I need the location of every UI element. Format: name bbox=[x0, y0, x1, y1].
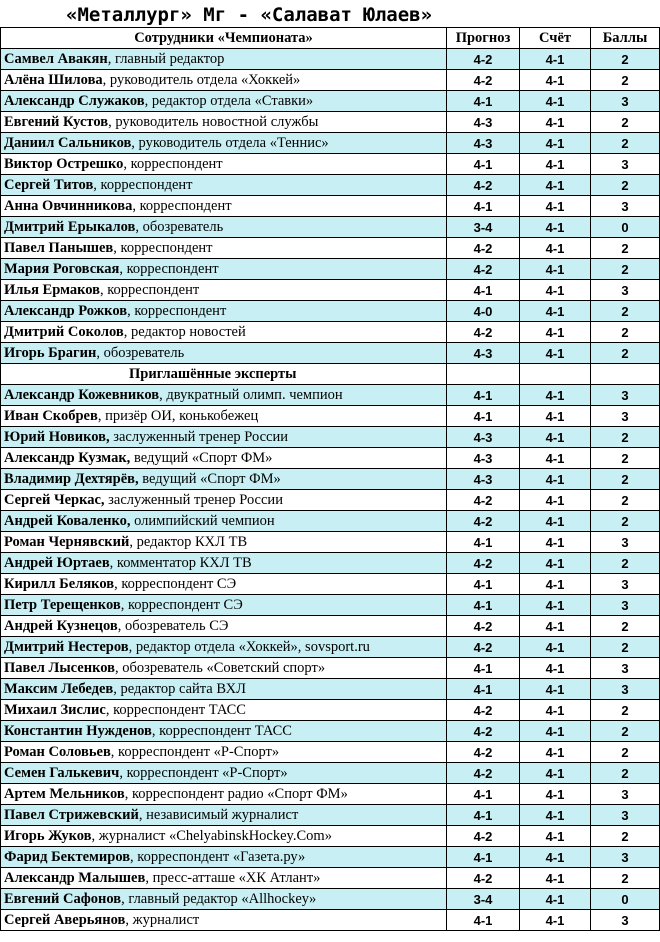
points-cell: 2 bbox=[591, 133, 660, 154]
participant-role: , руководитель отдела «Теннис» bbox=[131, 134, 329, 151]
participant-cell bbox=[1, 826, 447, 847]
points-cell: 2 bbox=[591, 343, 660, 364]
score-cell: 4-1 bbox=[520, 700, 591, 721]
table-header-row bbox=[1, 28, 660, 49]
participant-role: , корреспондент bbox=[132, 197, 232, 214]
points-cell: 2 bbox=[591, 448, 660, 469]
forecast-cell: 4-2 bbox=[447, 322, 520, 343]
participant-role: , руководитель отдела «Хоккей» bbox=[102, 71, 301, 88]
score-cell: 4-1 bbox=[520, 154, 591, 175]
score-cell: 4-1 bbox=[520, 868, 591, 889]
forecast-cell: 4-3 bbox=[447, 112, 520, 133]
match-title: «Металлург» Мг - «Салават Юлаев» bbox=[66, 4, 433, 26]
participant-name: Виктор Острешко bbox=[4, 155, 124, 172]
forecast-cell: 4-3 bbox=[447, 427, 520, 448]
table-row bbox=[1, 532, 660, 553]
participant-role: , корреспондент «Газета.ру» bbox=[130, 848, 306, 865]
score-cell: 4-1 bbox=[520, 742, 591, 763]
participant-cell bbox=[1, 70, 447, 91]
participant-role: , обозреватель СЭ bbox=[117, 617, 229, 634]
points-cell: 3 bbox=[591, 805, 660, 826]
points-cell: 2 bbox=[591, 553, 660, 574]
score-cell: 4-1 bbox=[520, 679, 591, 700]
points-cell: 3 bbox=[591, 154, 660, 175]
table-row bbox=[1, 679, 660, 700]
score-cell: 4-1 bbox=[520, 343, 591, 364]
table-row bbox=[1, 427, 660, 448]
participant-role: , главный редактор bbox=[107, 50, 225, 67]
points-cell: 3 bbox=[591, 280, 660, 301]
participant-role: , корреспондент «Р-Спорт» bbox=[119, 764, 288, 781]
forecast-cell: 4-2 bbox=[447, 511, 520, 532]
empty-cell bbox=[520, 364, 591, 385]
participant-cell bbox=[1, 133, 447, 154]
score-cell: 4-1 bbox=[520, 805, 591, 826]
participant-cell bbox=[1, 595, 447, 616]
participant-name: Михаил Зислис bbox=[4, 701, 106, 718]
points-cell: 3 bbox=[591, 532, 660, 553]
participant-role: , главный редактор «Allhockey» bbox=[121, 890, 317, 907]
score-cell: 4-1 bbox=[520, 910, 591, 931]
participant-cell bbox=[1, 280, 447, 301]
participant-role: , пресс-атташе «ХК Атлант» bbox=[145, 869, 321, 886]
participant-role: , призёр ОИ, конькобежец bbox=[97, 407, 259, 424]
participant-name: Роман Чернявский bbox=[4, 533, 130, 550]
participant-name: Мария Роговская bbox=[4, 260, 120, 277]
forecast-cell: 4-1 bbox=[447, 679, 520, 700]
points-cell: 2 bbox=[591, 868, 660, 889]
participant-cell bbox=[1, 427, 447, 448]
table-row bbox=[1, 847, 660, 868]
table-row bbox=[1, 238, 660, 259]
points-cell: 2 bbox=[591, 112, 660, 133]
participant-role: , корреспондент радио «Спорт ФМ» bbox=[124, 785, 348, 802]
participant-role: олимпийский чемпион bbox=[130, 512, 275, 529]
table-row bbox=[1, 700, 660, 721]
forecast-cell: 4-2 bbox=[447, 490, 520, 511]
forecast-cell: 4-2 bbox=[447, 259, 520, 280]
participant-cell bbox=[1, 490, 447, 511]
score-cell: 4-1 bbox=[520, 406, 591, 427]
score-cell: 4-1 bbox=[520, 301, 591, 322]
forecast-cell: 4-2 bbox=[447, 826, 520, 847]
points-cell: 2 bbox=[591, 175, 660, 196]
participant-name: Александр Рожков bbox=[4, 302, 128, 319]
score-cell: 4-1 bbox=[520, 616, 591, 637]
participant-role: , редактор новостей bbox=[123, 323, 246, 340]
participant-role: ведущий «Спорт ФМ» bbox=[138, 470, 281, 487]
points-cell: 2 bbox=[591, 637, 660, 658]
forecast-cell: 4-2 bbox=[447, 70, 520, 91]
participant-role: , корреспондент bbox=[127, 302, 227, 319]
forecast-cell: 4-3 bbox=[447, 343, 520, 364]
participant-cell bbox=[1, 532, 447, 553]
participant-cell bbox=[1, 469, 447, 490]
participant-cell bbox=[1, 847, 447, 868]
table-row bbox=[1, 196, 660, 217]
participant-name: Фарид Бектемиров bbox=[4, 848, 131, 865]
participant-name: Сергей Титов bbox=[4, 176, 94, 193]
score-cell: 4-1 bbox=[520, 448, 591, 469]
forecast-cell: 4-2 bbox=[447, 868, 520, 889]
table-row bbox=[1, 175, 660, 196]
points-cell: 2 bbox=[591, 490, 660, 511]
participant-cell bbox=[1, 658, 447, 679]
points-cell: 2 bbox=[591, 259, 660, 280]
score-cell: 4-1 bbox=[520, 385, 591, 406]
participant-cell bbox=[1, 763, 447, 784]
participant-role: , редактор КХЛ ТВ bbox=[129, 533, 248, 550]
participant-cell bbox=[1, 742, 447, 763]
participant-role: заслуженный тренер России bbox=[104, 491, 283, 508]
participant-role: заслуженный тренер России bbox=[109, 428, 288, 445]
participant-role: , редактор отдела «Хоккей», sovsport.ru bbox=[128, 638, 370, 655]
forecast-cell: 4-1 bbox=[447, 595, 520, 616]
participant-cell bbox=[1, 616, 447, 637]
table-row bbox=[1, 742, 660, 763]
participant-name: Даниил Сальников bbox=[4, 134, 132, 151]
forecast-cell: 4-2 bbox=[447, 763, 520, 784]
score-cell: 4-1 bbox=[520, 238, 591, 259]
participant-role: , руководитель новостной службы bbox=[108, 113, 319, 130]
points-cell: 2 bbox=[591, 721, 660, 742]
score-cell: 4-1 bbox=[520, 175, 591, 196]
participant-role: , комментатор КХЛ ТВ bbox=[109, 554, 252, 571]
participant-role: , корреспондент «Р-Спорт» bbox=[110, 743, 280, 760]
table-row bbox=[1, 469, 660, 490]
points-cell: 2 bbox=[591, 700, 660, 721]
participant-name: Илья Ермаков bbox=[4, 281, 100, 298]
score-cell: 4-1 bbox=[520, 91, 591, 112]
forecast-cell: 4-2 bbox=[447, 616, 520, 637]
score-cell: 4-1 bbox=[520, 70, 591, 91]
table-row bbox=[1, 490, 660, 511]
points-cell: 2 bbox=[591, 742, 660, 763]
participant-cell bbox=[1, 553, 447, 574]
participant-name: Кирилл Беляков bbox=[4, 575, 115, 592]
table-row bbox=[1, 448, 660, 469]
points-cell: 3 bbox=[591, 910, 660, 931]
points-cell: 2 bbox=[591, 511, 660, 532]
participant-name: Самвел Авакян bbox=[4, 50, 108, 67]
participant-role: , корреспондент ТАСС bbox=[105, 701, 246, 718]
forecast-cell: 4-2 bbox=[447, 553, 520, 574]
score-cell: 4-1 bbox=[520, 889, 591, 910]
table-row bbox=[1, 91, 660, 112]
table-row bbox=[1, 826, 660, 847]
forecast-cell: 4-1 bbox=[447, 847, 520, 868]
participant-cell bbox=[1, 868, 447, 889]
score-cell: 4-1 bbox=[520, 511, 591, 532]
table-row bbox=[1, 763, 660, 784]
participant-cell bbox=[1, 784, 447, 805]
forecast-cell: 4-1 bbox=[447, 574, 520, 595]
points-cell: 3 bbox=[591, 679, 660, 700]
participant-name: Андрей Коваленко, bbox=[4, 512, 131, 529]
empty-cell bbox=[591, 364, 660, 385]
table-row bbox=[1, 154, 660, 175]
participant-name: Павел Стрижевский bbox=[4, 806, 139, 823]
participant-name: Андрей Кузнецов bbox=[4, 617, 118, 634]
participant-name: Павел Панышев bbox=[4, 239, 114, 256]
score-cell: 4-1 bbox=[520, 532, 591, 553]
header-forecast: Прогноз bbox=[447, 28, 520, 49]
header-points: Баллы bbox=[591, 28, 660, 49]
participant-cell bbox=[1, 637, 447, 658]
forecast-cell: 4-2 bbox=[447, 742, 520, 763]
score-cell: 4-1 bbox=[520, 553, 591, 574]
score-cell: 4-1 bbox=[520, 133, 591, 154]
participant-cell bbox=[1, 889, 447, 910]
forecast-cell: 4-1 bbox=[447, 658, 520, 679]
score-cell: 4-1 bbox=[520, 196, 591, 217]
table-row bbox=[1, 112, 660, 133]
forecast-cell: 4-2 bbox=[447, 238, 520, 259]
participant-cell bbox=[1, 574, 447, 595]
score-cell: 4-1 bbox=[520, 49, 591, 70]
participant-name: Алёна Шилова bbox=[4, 71, 103, 88]
forecast-cell: 4-1 bbox=[447, 385, 520, 406]
participant-name: Юрий Новиков, bbox=[4, 428, 110, 445]
participant-cell bbox=[1, 679, 447, 700]
forecast-cell: 4-1 bbox=[447, 91, 520, 112]
participant-name: Сергей Черкас, bbox=[4, 491, 105, 508]
score-cell: 4-1 bbox=[520, 217, 591, 238]
table-row bbox=[1, 889, 660, 910]
table-row bbox=[1, 868, 660, 889]
participant-name: Игорь Жуков bbox=[4, 827, 92, 844]
participant-name: Константин Нужденов bbox=[4, 722, 152, 739]
participant-name: Александр Кожевников bbox=[4, 386, 160, 403]
participant-name: Дмитрий Ерыкалов bbox=[4, 218, 136, 235]
table-row bbox=[1, 217, 660, 238]
header-score: Счёт bbox=[520, 28, 591, 49]
participant-name: Владимир Дехтярёв, bbox=[4, 470, 139, 487]
participant-role: , двукратный олимп. чемпион bbox=[159, 386, 343, 403]
forecast-cell: 4-1 bbox=[447, 784, 520, 805]
table-row bbox=[1, 910, 660, 931]
table-row bbox=[1, 784, 660, 805]
forecast-cell: 4-1 bbox=[447, 910, 520, 931]
points-cell: 2 bbox=[591, 322, 660, 343]
points-cell: 2 bbox=[591, 469, 660, 490]
participant-role: , корреспондент bbox=[119, 260, 219, 277]
points-cell: 3 bbox=[591, 658, 660, 679]
forecast-cell: 4-3 bbox=[447, 448, 520, 469]
participant-name: Семен Галькевич bbox=[4, 764, 120, 781]
score-cell: 4-1 bbox=[520, 322, 591, 343]
table-row bbox=[1, 322, 660, 343]
participant-name: Артем Мельников bbox=[4, 785, 125, 802]
participant-role: , редактор сайта ВХЛ bbox=[113, 680, 246, 697]
participant-name: Андрей Юртаев bbox=[4, 554, 110, 571]
participant-name: Петр Терещенков bbox=[4, 596, 121, 613]
participant-role: , корреспондент СЭ bbox=[120, 596, 243, 613]
points-cell: 2 bbox=[591, 427, 660, 448]
score-cell: 4-1 bbox=[520, 784, 591, 805]
participant-role: , корреспондент bbox=[93, 176, 193, 193]
table-row bbox=[1, 595, 660, 616]
participant-cell bbox=[1, 49, 447, 70]
score-cell: 4-1 bbox=[520, 595, 591, 616]
score-cell: 4-1 bbox=[520, 427, 591, 448]
participant-role: , обозреватель bbox=[96, 344, 185, 361]
points-cell: 2 bbox=[591, 826, 660, 847]
forecast-cell: 4-1 bbox=[447, 532, 520, 553]
forecast-cell: 4-2 bbox=[447, 175, 520, 196]
points-cell: 2 bbox=[591, 616, 660, 637]
score-cell: 4-1 bbox=[520, 721, 591, 742]
participant-cell bbox=[1, 91, 447, 112]
table-row bbox=[1, 637, 660, 658]
points-cell: 2 bbox=[591, 238, 660, 259]
participant-name: Роман Соловьев bbox=[4, 743, 111, 760]
points-cell: 2 bbox=[591, 763, 660, 784]
header-staff: Сотрудники «Чемпионата» bbox=[1, 28, 447, 49]
participant-cell bbox=[1, 448, 447, 469]
table-row bbox=[1, 343, 660, 364]
participant-name: Павел Лысенков bbox=[4, 659, 115, 676]
participant-cell bbox=[1, 238, 447, 259]
participant-cell bbox=[1, 175, 447, 196]
participant-cell bbox=[1, 301, 447, 322]
points-cell: 2 bbox=[591, 49, 660, 70]
participant-cell bbox=[1, 721, 447, 742]
participant-name: Максим Лебедев bbox=[4, 680, 114, 697]
points-cell: 3 bbox=[591, 595, 660, 616]
participant-name: Анна Овчинникова bbox=[4, 197, 133, 214]
participant-cell bbox=[1, 385, 447, 406]
table-row bbox=[1, 553, 660, 574]
table-row bbox=[1, 721, 660, 742]
table-row bbox=[1, 658, 660, 679]
points-cell: 2 bbox=[591, 301, 660, 322]
points-cell: 0 bbox=[591, 217, 660, 238]
table-row bbox=[1, 385, 660, 406]
points-cell: 3 bbox=[591, 784, 660, 805]
table-row bbox=[1, 616, 660, 637]
participant-cell bbox=[1, 196, 447, 217]
points-cell: 3 bbox=[591, 406, 660, 427]
experts-section-row bbox=[1, 364, 660, 385]
participant-name: Иван Скобрев bbox=[4, 407, 98, 424]
participant-role: , корреспондент bbox=[123, 155, 223, 172]
score-cell: 4-1 bbox=[520, 112, 591, 133]
participant-role: , обозреватель bbox=[135, 218, 224, 235]
participant-role: , корреспондент ТАСС bbox=[151, 722, 292, 739]
participant-name: Александр Малышев bbox=[4, 869, 146, 886]
points-cell: 0 bbox=[591, 889, 660, 910]
participant-cell bbox=[1, 154, 447, 175]
participant-role: , независимый журналист bbox=[138, 806, 299, 823]
forecast-cell: 4-2 bbox=[447, 721, 520, 742]
participant-cell bbox=[1, 511, 447, 532]
forecast-cell: 4-0 bbox=[447, 301, 520, 322]
participant-cell bbox=[1, 112, 447, 133]
participant-cell bbox=[1, 343, 447, 364]
score-cell: 4-1 bbox=[520, 280, 591, 301]
table-row bbox=[1, 805, 660, 826]
points-cell: 3 bbox=[591, 574, 660, 595]
score-cell: 4-1 bbox=[520, 469, 591, 490]
participant-role: , обозреватель «Советский спорт» bbox=[114, 659, 326, 676]
score-cell: 4-1 bbox=[520, 658, 591, 679]
table-row bbox=[1, 301, 660, 322]
forecast-cell: 4-3 bbox=[447, 469, 520, 490]
forecast-cell: 4-3 bbox=[447, 133, 520, 154]
participant-role: , журналист bbox=[125, 911, 200, 928]
forecast-cell: 3-4 bbox=[447, 217, 520, 238]
forecast-cell: 4-1 bbox=[447, 406, 520, 427]
participant-cell bbox=[1, 217, 447, 238]
forecast-cell: 4-1 bbox=[447, 280, 520, 301]
points-cell: 3 bbox=[591, 847, 660, 868]
participant-role: , журналист «ChelyabinskHockey.Com» bbox=[91, 827, 332, 844]
table-row bbox=[1, 259, 660, 280]
participant-cell bbox=[1, 259, 447, 280]
participant-name: Дмитрий Соколов bbox=[4, 323, 124, 340]
participant-name: Александр Служаков bbox=[4, 92, 145, 109]
participant-name: Александр Кузмак, bbox=[4, 449, 131, 466]
score-cell: 4-1 bbox=[520, 847, 591, 868]
forecast-cell: 4-1 bbox=[447, 196, 520, 217]
participant-role: , редактор отдела «Ставки» bbox=[144, 92, 314, 109]
table-row bbox=[1, 49, 660, 70]
participant-cell bbox=[1, 700, 447, 721]
table-row bbox=[1, 70, 660, 91]
points-cell: 3 bbox=[591, 91, 660, 112]
forecast-cell: 4-1 bbox=[447, 154, 520, 175]
score-cell: 4-1 bbox=[520, 259, 591, 280]
points-cell: 3 bbox=[591, 196, 660, 217]
forecast-table bbox=[0, 27, 660, 931]
score-cell: 4-1 bbox=[520, 490, 591, 511]
score-cell: 4-1 bbox=[520, 574, 591, 595]
participant-cell bbox=[1, 322, 447, 343]
participant-name: Евгений Кустов bbox=[4, 113, 109, 130]
participant-role: ведущий «Спорт ФМ» bbox=[130, 449, 273, 466]
participant-role: , корреспондент bbox=[99, 281, 200, 298]
score-cell: 4-1 bbox=[520, 763, 591, 784]
participant-name: Игорь Брагин bbox=[4, 344, 97, 361]
participant-cell bbox=[1, 406, 447, 427]
forecast-cell: 3-4 bbox=[447, 889, 520, 910]
table-row bbox=[1, 406, 660, 427]
participant-name: Сергей Аверьянов bbox=[4, 911, 126, 928]
points-cell: 3 bbox=[591, 385, 660, 406]
score-cell: 4-1 bbox=[520, 637, 591, 658]
table-row bbox=[1, 574, 660, 595]
empty-cell bbox=[447, 364, 520, 385]
participant-name: Дмитрий Нестеров bbox=[4, 638, 129, 655]
participant-role: , корреспондент bbox=[113, 239, 213, 256]
participant-cell bbox=[1, 910, 447, 931]
participant-cell bbox=[1, 805, 447, 826]
participant-name: Евгений Сафонов bbox=[4, 890, 122, 907]
forecast-cell: 4-1 bbox=[447, 805, 520, 826]
table-row bbox=[1, 133, 660, 154]
forecast-cell: 4-2 bbox=[447, 637, 520, 658]
table-row bbox=[1, 511, 660, 532]
table-row bbox=[1, 280, 660, 301]
experts-section-header: Приглашённые эксперты bbox=[1, 364, 447, 385]
points-cell: 2 bbox=[591, 70, 660, 91]
forecast-cell: 4-2 bbox=[447, 700, 520, 721]
score-cell: 4-1 bbox=[520, 826, 591, 847]
participant-role: , корреспондент СЭ bbox=[114, 575, 237, 592]
forecast-cell: 4-2 bbox=[447, 49, 520, 70]
